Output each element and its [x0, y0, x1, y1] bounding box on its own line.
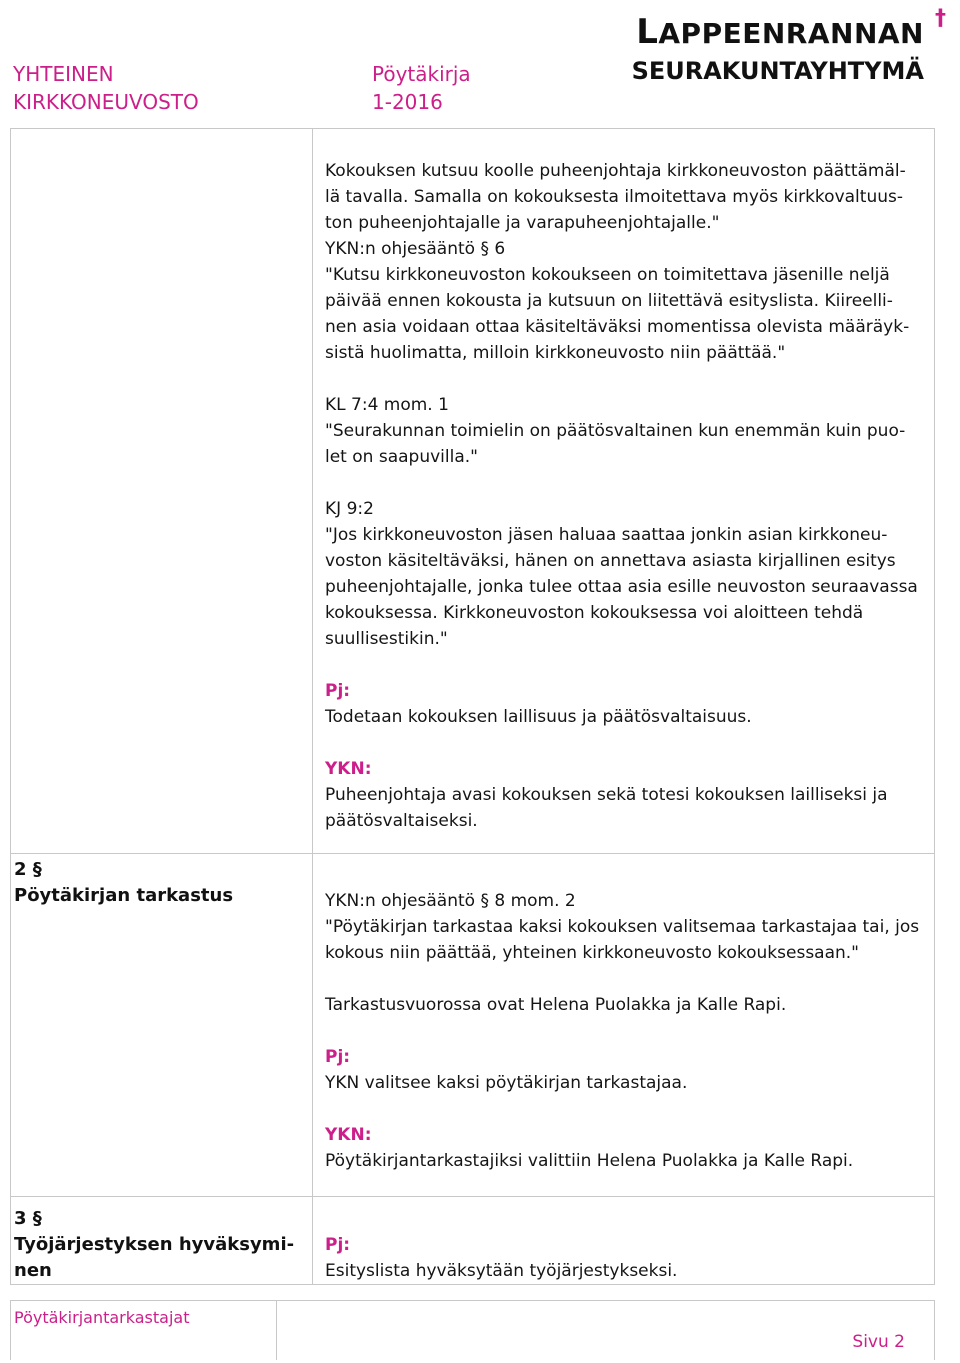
section3-number: 3 §	[14, 1208, 42, 1229]
intro-line: lä tavalla. Samalla on kokouksesta ilmoitettava myös kirkkovaltuus-	[325, 187, 903, 207]
ykn-text: Puheenjohtaja avasi kokouksen sekä totesi kokouksen lailliseksi ja	[325, 785, 888, 805]
intro-line: ton puheenjohtajalle ja varapuheenjohtajalle."	[325, 213, 720, 233]
kj-line: "Jos kirkkoneuvoston jäsen haluaa saattaa jonkin asian kirkkoneu-	[325, 525, 888, 545]
kl-line: "Seurakunnan toimielin on päätösvaltainen kun enemmän kuin puo-	[325, 421, 906, 441]
kl-line: KL 7:4 mom. 1	[325, 395, 449, 415]
section3-body	[325, 1232, 925, 1284]
section2-body	[325, 888, 925, 1174]
pj-text: Esityslista hyväksytään työjärjestykseksi.	[325, 1261, 678, 1281]
pj-text: Todetaan kokouksen laillisuus ja päätösvaltaisuus.	[325, 707, 752, 727]
kj-line: puheenjohtajalle, jonka tulee ottaa asia esille neuvoston seuraavassa	[325, 577, 918, 597]
rule-reference: YKN:n ohjesääntö § 8 mom. 2	[325, 891, 576, 911]
organization-logo	[631, 6, 946, 88]
section3-title-line1: Työjärjestyksen hyväksymi-	[14, 1234, 295, 1255]
rule-text-line: kokous niin päättää, yhteinen kirkkoneuvosto kokouksessaan."	[325, 943, 860, 963]
section2-title: Pöytäkirjan tarkastus	[14, 885, 234, 906]
kj-line: KJ 9:2	[325, 499, 374, 519]
kj-line: suullisestikin."	[325, 629, 448, 649]
section-divider-2	[10, 853, 935, 854]
table-border-right	[934, 128, 935, 1285]
pj-label: Pj:	[325, 1235, 351, 1255]
ykn-text: päätösvaltaiseksi.	[325, 811, 478, 831]
section2-heading	[14, 857, 304, 909]
section2-number: 2 §	[14, 859, 42, 880]
table-border-top	[10, 128, 935, 129]
section3-title-line2: nen	[14, 1260, 52, 1281]
intro-line: nen asia voidaan ottaa käsiteltäväksi momentissa olevista määräyk-	[325, 317, 910, 337]
intro-line: Kokouksen kutsuu koolle puheenjohtaja kirkkoneuvoston päättämäl-	[325, 161, 906, 181]
section1-body	[325, 158, 925, 834]
footer-border-left	[10, 1300, 11, 1360]
committee-name-line1: YHTEINEN	[13, 62, 114, 86]
intro-line: YKN:n ohjesääntö § 6	[325, 239, 506, 259]
footer-inspectors: Pöytäkirjantarkastajat	[14, 1308, 190, 1327]
footer-divider	[276, 1300, 277, 1360]
kj-line: kokouksessa. Kirkkoneuvoston kokouksessa voi aloitteen tehdä	[325, 603, 864, 623]
table-border-bottom	[10, 1284, 935, 1285]
section3-heading	[14, 1206, 304, 1284]
ykn-text: Pöytäkirjantarkastajiksi valittiin Helena Puolakka ja Kalle Rapi.	[325, 1151, 854, 1171]
pj-label: Pj:	[325, 1047, 351, 1067]
committee-name	[13, 60, 199, 116]
pj-label: Pj:	[325, 681, 351, 701]
table-column-divider	[312, 128, 313, 1285]
rule-text-line: "Pöytäkirjan tarkastaa kaksi kokouksen valitsemaa tarkastajaa tai, jos	[325, 917, 920, 937]
page-number: Sivu 2	[852, 1332, 905, 1352]
footer-border-right	[934, 1300, 935, 1360]
inspection-turn: Tarkastusvuorossa ovat Helena Puolakka ja Kalle Rapi.	[325, 995, 787, 1015]
intro-line: "Kutsu kirkkoneuvoston kokoukseen on toimitettava jäsenille neljä	[325, 265, 890, 285]
ykn-label: YKN:	[325, 759, 372, 779]
intro-line: päivää ennen kokousta ja kutsuun on liitettävä esityslista. Kiireelli-	[325, 291, 893, 311]
intro-line: sistä huolimatta, milloin kirkkoneuvosto niin päättää."	[325, 343, 786, 363]
committee-name-line2: KIRKKONEUVOSTO	[13, 90, 199, 114]
organization-name-line2: SEURAKUNTAYHTYMÄ	[631, 57, 924, 85]
document-number: 1-2016	[372, 90, 443, 114]
footer-border-top	[10, 1300, 935, 1301]
ykn-label: YKN:	[325, 1125, 372, 1145]
pj-text: YKN valitsee kaksi pöytäkirjan tarkastajaa.	[325, 1073, 688, 1093]
organization-name-line1: LAPPEENRANNAN	[636, 12, 924, 52]
kj-line: voston käsiteltäväksi, hänen on annettava asiasta kirjallinen esitys	[325, 551, 896, 571]
document-type-label: Pöytäkirja	[372, 62, 471, 86]
table-border-left	[10, 128, 11, 1285]
cross-icon: †	[935, 6, 946, 31]
kl-line: let on saapuvilla."	[325, 447, 478, 467]
document-type	[372, 60, 471, 116]
section-divider-3	[10, 1196, 935, 1197]
